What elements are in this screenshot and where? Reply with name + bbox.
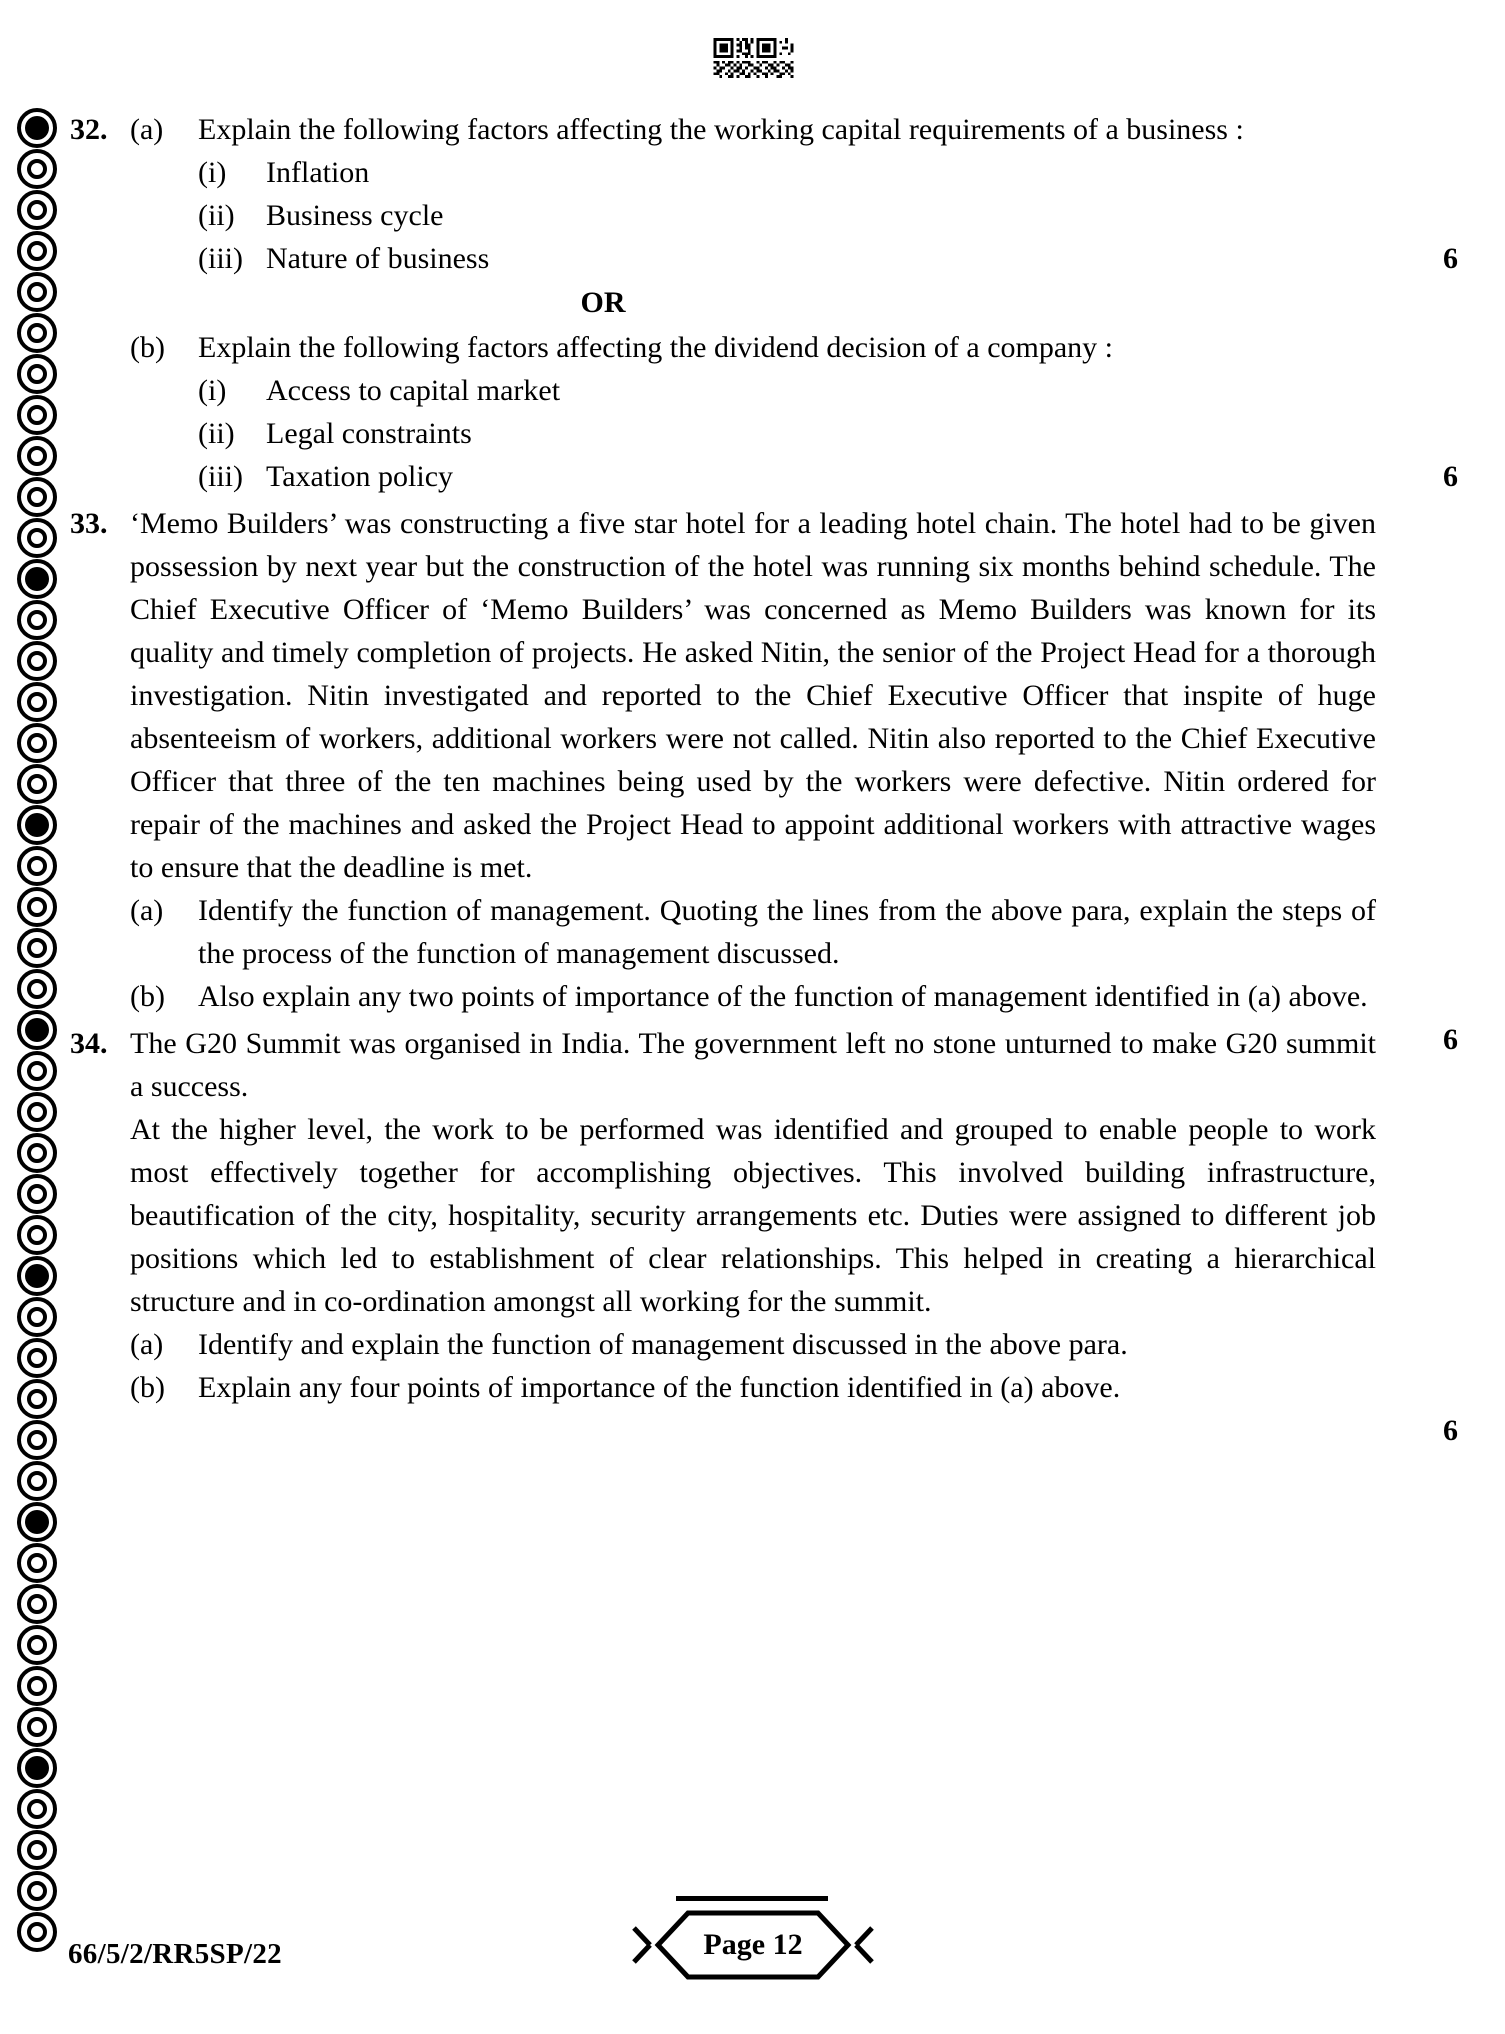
- binder-ring-strip: [14, 108, 60, 1978]
- binder-ring-icon: [17, 641, 57, 681]
- sub-item-text: Taxation policy: [266, 460, 454, 493]
- question-34-part-a: [68, 1323, 1468, 1366]
- question-34: [68, 1022, 1468, 1108]
- question-body: The G20 Summit was organised in India. The government left no stone unturned to make G20 summit a success.: [130, 1027, 1376, 1103]
- binder-ring-icon: [17, 1420, 57, 1460]
- binder-ring-filled-icon: [17, 1502, 57, 1542]
- binder-ring-icon: [17, 1625, 57, 1665]
- binder-ring-icon: [17, 1297, 57, 1337]
- question-32-b-items: [68, 369, 1468, 498]
- list-item: [198, 194, 1376, 237]
- binder-ring-icon: [17, 313, 57, 353]
- sub-item-mark: (i): [198, 374, 227, 407]
- question-32-part-b: [68, 326, 1468, 369]
- question-32: [68, 108, 1468, 151]
- part-text-a: Identify the function of management. Quoting the lines from the above para, explain the steps of the process of the function of management discussed.: [198, 894, 1376, 970]
- list-item: [198, 151, 1376, 194]
- sub-item-mark: (iii): [198, 460, 243, 493]
- marks-value: 6: [1443, 1023, 1458, 1056]
- binder-ring-icon: [17, 1871, 57, 1911]
- marks-value: 6: [1443, 460, 1458, 493]
- part-text-a: Identify and explain the function of management discussed in the above para.: [198, 1328, 1128, 1361]
- binder-ring-icon: [17, 395, 57, 435]
- binder-ring-icon: [17, 928, 57, 968]
- binder-ring-icon: [17, 764, 57, 804]
- question-body-continued: At the higher level, the work to be performed was identified and grouped to enable people to work most effectively together for accomplishing objectives. This involved building infrastructure, beautification of the city, hospitality, security arrangements etc. Duties were assigned to different job positions which led to establishment of clear relationships. This helped in creating a hierarchical structure and in co-ordination amongst all working for the summit.: [130, 1113, 1376, 1318]
- binder-ring-filled-icon: [17, 108, 57, 148]
- sub-item-text: Inflation: [266, 156, 370, 189]
- binder-ring-icon: [17, 1666, 57, 1706]
- or-divider: OR: [580, 286, 626, 319]
- binder-ring-icon: [17, 723, 57, 763]
- binder-ring-icon: [17, 1338, 57, 1378]
- badge-top-rule: [676, 1896, 828, 1901]
- binder-ring-icon: [17, 682, 57, 722]
- marks-value: 6: [1443, 1414, 1458, 1447]
- part-text-b: Explain the following factors affecting the dividend decision of a company :: [198, 331, 1114, 364]
- question-number: 32.: [70, 113, 108, 146]
- part-label-a: (a): [130, 894, 164, 927]
- roman-list-wrap: [198, 151, 1468, 280]
- question-number: 33.: [70, 507, 108, 540]
- list-item: [198, 369, 1376, 412]
- list-item: [198, 455, 1376, 498]
- sub-item-list: [198, 151, 1376, 280]
- part-label-b: (b): [130, 980, 165, 1013]
- binder-ring-filled-icon: [17, 1748, 57, 1788]
- marks-value: 6: [1443, 242, 1458, 275]
- page-number-badge: [628, 1896, 878, 1988]
- binder-ring-icon: [17, 1543, 57, 1583]
- question-content: [68, 108, 1468, 1447]
- binder-ring-icon: [17, 1174, 57, 1214]
- part-text-b: Also explain any two points of importance of the function of management identified in (a) above.: [198, 980, 1368, 1013]
- sub-item-mark: (ii): [198, 199, 235, 232]
- binder-ring-icon: [17, 1379, 57, 1419]
- binder-ring-icon: [17, 1830, 57, 1870]
- part-label-a: (a): [130, 113, 164, 146]
- question-body: ‘Memo Builders’ was constructing a five star hotel for a leading hotel chain. The hotel had to be given possession by next year but the construction of the hotel was running six months behind schedule. The Chief Executive Officer of ‘Memo Builders’ was concerned as Memo Builders was known for its quality and timely completion of projects. He asked Nitin, the senior of the Project Head for a thorough investigation. Nitin investigated and reported to the Chief Executive Officer that inspite of huge absenteeism of workers, additional workers were not called. Nitin also reported to the Chief Executive Officer that three of the ten machines being used by the workers were defective. Nitin ordered for repair of the machines and asked the Project Head to appoint additional workers with attractive wages to ensure that the deadline is met.: [130, 507, 1376, 884]
- list-item: [198, 412, 1376, 455]
- qr-code-icon: [712, 38, 798, 98]
- part-label-b: (b): [130, 331, 165, 364]
- binder-ring-icon: [17, 1707, 57, 1747]
- part-label-b: (b): [130, 1371, 165, 1404]
- page-label: Page 12: [703, 1928, 803, 1961]
- binder-ring-icon: [17, 518, 57, 558]
- binder-ring-icon: [17, 477, 57, 517]
- question-34-body-2: [68, 1108, 1468, 1323]
- binder-ring-icon: [17, 354, 57, 394]
- sub-item-mark: (i): [198, 156, 227, 189]
- sub-item-mark: (ii): [198, 417, 235, 450]
- sub-item-text: Business cycle: [266, 199, 444, 232]
- binder-ring-icon: [17, 1912, 57, 1952]
- paper-code: 66/5/2/RR5SP/22: [68, 1938, 282, 1970]
- question-33: [68, 502, 1468, 889]
- sub-item-list: [198, 369, 1376, 498]
- binder-ring-icon: [17, 1133, 57, 1173]
- sub-item-mark: (iii): [198, 242, 243, 275]
- binder-ring-icon: [17, 1215, 57, 1255]
- binder-ring-icon: [17, 1789, 57, 1829]
- binder-ring-icon: [17, 231, 57, 271]
- sub-item-text: Legal constraints: [266, 417, 472, 450]
- sub-item-text: Nature of business: [266, 242, 490, 275]
- list-item: [198, 237, 1376, 280]
- sub-item-text: Access to capital market: [266, 374, 561, 407]
- binder-ring-icon: [17, 190, 57, 230]
- question-number: 34.: [70, 1027, 108, 1060]
- part-text-b: Explain any four points of importance of the function identified in (a) above.: [198, 1371, 1121, 1404]
- binder-ring-icon: [17, 846, 57, 886]
- binder-ring-icon: [17, 1092, 57, 1132]
- roman-list-wrap: [198, 369, 1468, 498]
- question-33-part-a: [68, 889, 1468, 975]
- binder-ring-filled-icon: [17, 1256, 57, 1296]
- page-footer: [68, 1920, 1465, 1990]
- question-32-a-items: [68, 151, 1468, 280]
- binder-ring-icon: [17, 272, 57, 312]
- part-text-a: Explain the following factors affecting the working capital requirements of a business :: [198, 113, 1244, 146]
- binder-ring-filled-icon: [17, 1010, 57, 1050]
- binder-ring-icon: [17, 149, 57, 189]
- binder-ring-icon: [17, 887, 57, 927]
- part-label-a: (a): [130, 1328, 164, 1361]
- question-34-part-b: [68, 1366, 1468, 1447]
- binder-ring-icon: [17, 600, 57, 640]
- binder-ring-icon: [17, 1051, 57, 1091]
- binder-ring-icon: [17, 436, 57, 476]
- binder-ring-icon: [17, 1584, 57, 1624]
- binder-ring-filled-icon: [17, 559, 57, 599]
- binder-ring-filled-icon: [17, 805, 57, 845]
- binder-ring-icon: [17, 1461, 57, 1501]
- binder-ring-icon: [17, 969, 57, 1009]
